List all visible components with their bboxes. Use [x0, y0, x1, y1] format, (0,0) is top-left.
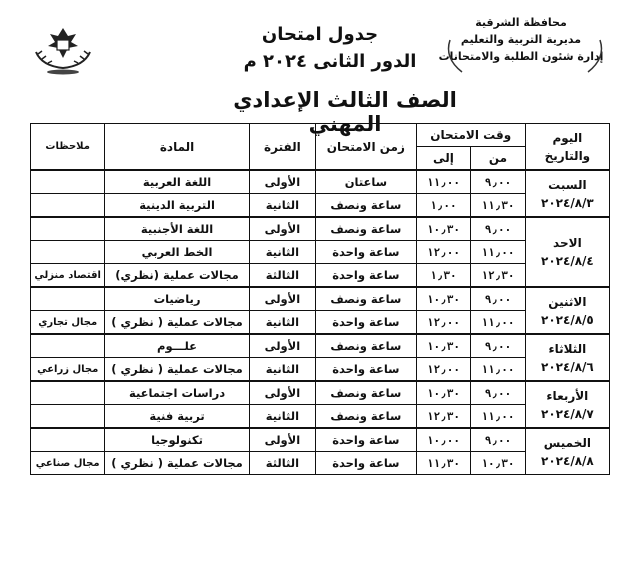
subject-cell: مجالات عملية (نظري): [105, 264, 249, 288]
day-date: ٢٠٢٤/٨/٤: [541, 254, 594, 268]
header-to: إلى: [416, 147, 471, 171]
day-name: السبت: [548, 177, 587, 192]
time-from: ١١٫٠٠: [471, 405, 526, 429]
period-cell: الثانية: [249, 241, 315, 264]
time-from: ١١٫٣٠: [471, 194, 526, 218]
duration-cell: ساعة واحدة: [316, 452, 417, 475]
title-block: [150, 24, 450, 72]
time-from: ٩٫٠٠: [471, 381, 526, 405]
subject-cell: التربية الدينية: [105, 194, 249, 218]
duration-cell: ساعة ونصف: [316, 217, 417, 241]
day-cell: [525, 170, 609, 217]
time-from: ٩٫٠٠: [471, 334, 526, 358]
duration-cell: ساعة واحدة: [316, 264, 417, 288]
notes-cell: مجال زراعي: [31, 358, 105, 382]
notes-cell: [31, 217, 105, 241]
duration-cell: ساعة ونصف: [316, 194, 417, 218]
day-name: الاثنين: [548, 294, 587, 309]
period-cell: الثالثة: [249, 452, 315, 475]
header-subject: المادة: [105, 124, 249, 171]
period-cell: الأولى: [249, 334, 315, 358]
table-row: [31, 264, 610, 288]
subject-cell: الخط العربي: [105, 241, 249, 264]
notes-cell: مجال تجاري: [31, 311, 105, 335]
period-cell: الثالثة: [249, 264, 315, 288]
schedule-body: [31, 170, 610, 475]
period-cell: الأولى: [249, 287, 315, 311]
department-name: إدارة شئون الطلبة والامتحانات: [438, 50, 604, 63]
table-row: [31, 241, 610, 264]
subject-cell: اللغة الأجنبية: [105, 217, 249, 241]
ministry-logo: [28, 22, 98, 76]
time-to: ١٫٣٠: [416, 264, 471, 288]
day-name: الأربعاء: [546, 388, 589, 403]
duration-cell: ساعة واحدة: [316, 241, 417, 264]
subject-cell: مجالات عملية ( نظري ): [105, 358, 249, 382]
eagle-emblem-icon: [28, 22, 98, 76]
time-to: ١٠٫٣٠: [416, 287, 471, 311]
time-to: ١١٫٣٠: [416, 452, 471, 475]
subject-cell: دراسات اجتماعية: [105, 381, 249, 405]
time-from: ٩٫٠٠: [471, 170, 526, 194]
schedule-title: جدول امتحان: [261, 24, 379, 45]
day-cell: [525, 217, 609, 287]
day-cell: [525, 428, 609, 475]
day-name: الثلاثاء: [548, 341, 587, 356]
duration-cell: ساعة واحدة: [316, 428, 417, 452]
time-from: ١١٫٠٠: [471, 358, 526, 382]
time-to: ١٢٫٠٠: [416, 358, 471, 382]
notes-cell: [31, 287, 105, 311]
time-from: ١١٫٠٠: [471, 241, 526, 264]
header-from: من: [471, 147, 526, 171]
header-duration: زمن الامتحان: [316, 124, 417, 171]
directorate-name: مديرية التربية والتعليم: [460, 33, 582, 46]
duration-cell: ساعة ونصف: [316, 381, 417, 405]
period-cell: الثانية: [249, 311, 315, 335]
duration-cell: ساعة ونصف: [316, 405, 417, 429]
day-name: الخميس: [543, 435, 591, 450]
period-cell: الأولى: [249, 170, 315, 194]
time-from: ٩٫٠٠: [471, 287, 526, 311]
exam-schedule-table: [30, 123, 610, 475]
duration-cell: ساعتان: [316, 170, 417, 194]
day-date: ٢٠٢٤/٨/٥: [541, 312, 594, 327]
time-from: ١٢٫٣٠: [471, 264, 526, 288]
day-date: ٢٠٢٤/٨/٧: [541, 406, 594, 421]
duration-cell: ساعة واحدة: [316, 311, 417, 335]
time-from: ٩٫٠٠: [471, 217, 526, 241]
header-time: وقت الامتحان: [416, 124, 525, 147]
time-to: ١٠٫٣٠: [416, 381, 471, 405]
time-to: ١٢٫٠٠: [416, 241, 471, 264]
grade-title: الصف الثالث الإعدادي المهني: [233, 88, 457, 136]
notes-cell: مجال صناعي: [31, 452, 105, 475]
subject-cell: تربية فنية: [105, 405, 249, 429]
day-date: ٢٠٢٤/٨/٨: [541, 453, 594, 468]
notes-cell: [31, 405, 105, 429]
subject-cell: اللغة العربية: [105, 170, 249, 194]
notes-cell: [31, 170, 105, 194]
day-date: ٢٠٢٤/٨/٦: [541, 359, 594, 374]
time-from: ٩٫٠٠: [471, 428, 526, 452]
table-row: [31, 217, 610, 241]
notes-cell: اقتصاد منزلي: [31, 264, 105, 288]
time-to: ١٢٫٠٠: [416, 311, 471, 335]
period-cell: الأولى: [249, 381, 315, 405]
notes-cell: [31, 241, 105, 264]
day-cell: [525, 334, 609, 381]
table-row: [31, 194, 610, 218]
period-cell: الثانية: [249, 194, 315, 218]
table-row: [31, 334, 610, 358]
header-period: الفترة: [249, 124, 315, 171]
notes-cell: [31, 381, 105, 405]
table-row: [31, 170, 610, 194]
day-cell: [525, 287, 609, 334]
time-to: ١٫٠٠: [416, 194, 471, 218]
time-to: ١٢٫٣٠: [416, 405, 471, 429]
table-row: [31, 428, 610, 452]
duration-cell: ساعة واحدة: [316, 358, 417, 382]
time-to: ١٠٫٣٠: [416, 217, 471, 241]
header-day: اليوم والتاريخ: [525, 124, 609, 171]
table-row: [31, 452, 610, 475]
subject-cell: تكنولوجيا: [105, 428, 249, 452]
subject-cell: مجالات عملية ( نظري ): [105, 311, 249, 335]
day-cell: [525, 381, 609, 428]
table-row: [31, 381, 610, 405]
period-cell: الأولى: [249, 217, 315, 241]
subject-cell: مجالات عملية ( نظري ): [105, 452, 249, 475]
duration-cell: ساعة ونصف: [316, 287, 417, 311]
governorate-name: محافظة الشرقية: [475, 16, 567, 29]
laurel-icon: [440, 36, 610, 76]
table-row: [31, 287, 610, 311]
subject-cell: علـــوم: [105, 334, 249, 358]
period-cell: الثانية: [249, 358, 315, 382]
exam-round: الدور الثانى ٢٠٢٤ م: [243, 51, 417, 72]
day-date: ٢٠٢٤/٨/٣: [541, 195, 594, 210]
time-to: ١١٫٠٠: [416, 170, 471, 194]
period-cell: الثانية: [249, 405, 315, 429]
duration-cell: ساعة ونصف: [316, 334, 417, 358]
time-from: ١١٫٠٠: [471, 311, 526, 335]
notes-cell: [31, 334, 105, 358]
table-row: [31, 311, 610, 335]
table-row: [31, 358, 610, 382]
notes-cell: [31, 428, 105, 452]
time-to: ١٠٫٠٠: [416, 428, 471, 452]
subject-cell: رياضيات: [105, 287, 249, 311]
header-notes: ملاحظات: [31, 124, 105, 171]
time-to: ١٠٫٣٠: [416, 334, 471, 358]
period-cell: الأولى: [249, 428, 315, 452]
notes-cell: [31, 194, 105, 218]
time-from: ١٠٫٣٠: [471, 452, 526, 475]
day-name: الاحد: [553, 236, 582, 250]
table-row: [31, 405, 610, 429]
